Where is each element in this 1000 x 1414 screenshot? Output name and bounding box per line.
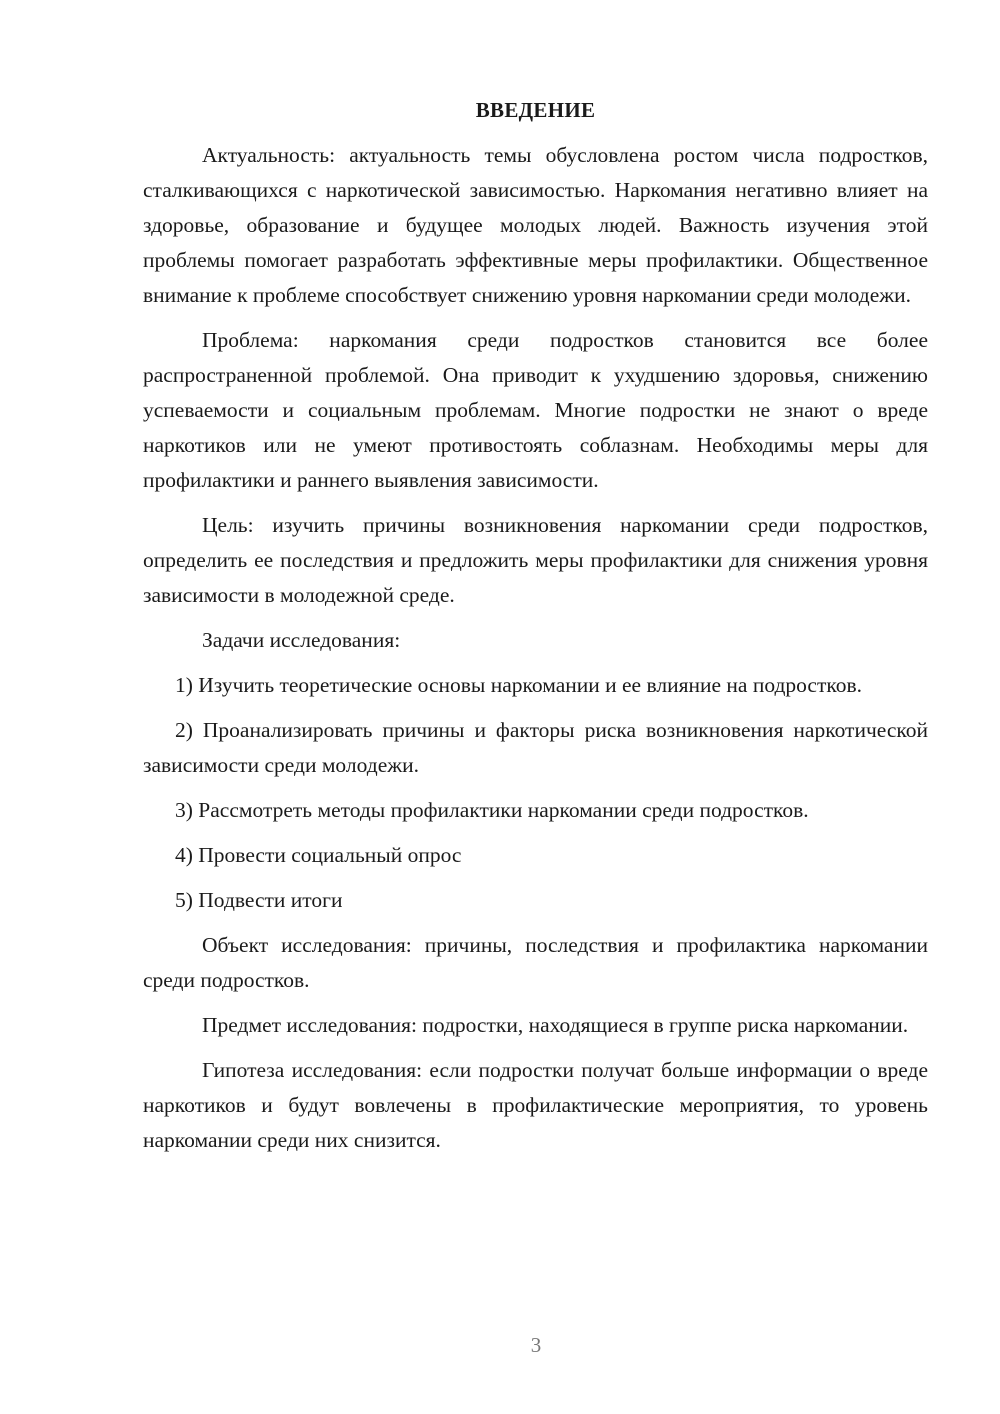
page-content bbox=[143, 93, 928, 1168]
page-heading: ВВЕДЕНИЕ bbox=[475, 98, 596, 122]
relevance-paragraph: Актуальность: актуальность темы обусловлена ростом числа подростков, сталкивающихся с наркотической зависимостью. Наркомания негативно влияет на здоровье, образование и будущее молодых людей. Важность изучения этой проблемы помогает разработать эффективные меры профилактики. Общественное внимание к проблеме способствует снижению уровня наркомании среди молодежи. bbox=[143, 143, 928, 307]
goal-paragraph: Цель: изучить причины возникновения наркомании среди подростков, определить ее последствия и предложить меры профилактики для снижения уровня зависимости в молодежной среде. bbox=[143, 513, 928, 607]
object-paragraph: Объект исследования: причины, последствия и профилактика наркомании среди подростков. bbox=[143, 933, 928, 992]
task-item-4: 4) Провести социальный опрос bbox=[175, 843, 462, 867]
problem-paragraph: Проблема: наркомания среди подростков становится все более распространенной проблемой. Она приводит к ухудшению здоровья, снижению успеваемости и социальным проблемам. Многие подростки не знают о вреде наркотиков или не умеют противостоять соблазнам. Необходимы меры для профилактики и раннего выявления зависимости. bbox=[143, 328, 928, 492]
task-item-2: 2) Проанализировать причины и факторы риска возникновения наркотической зависимости среди молодежи. bbox=[143, 718, 928, 777]
page-number: 3 bbox=[530, 1333, 542, 1357]
hypothesis-paragraph: Гипотеза исследования: если подростки получат больше информации о вреде наркотиков и будут вовлечены в профилактические мероприятия, то уровень наркомании среди них снизится. bbox=[143, 1058, 928, 1152]
task-item-3: 3) Рассмотреть методы профилактики наркомании среди подростков. bbox=[175, 798, 809, 822]
tasks-title: Задачи исследования: bbox=[202, 628, 401, 652]
task-item-5: 5) Подвести итоги bbox=[175, 888, 343, 912]
subject-paragraph: Предмет исследования: подростки, находящиеся в группе риска наркомании. bbox=[202, 1013, 909, 1037]
task-item-1: 1) Изучить теоретические основы наркомании и ее влияние на подростков. bbox=[175, 673, 862, 697]
